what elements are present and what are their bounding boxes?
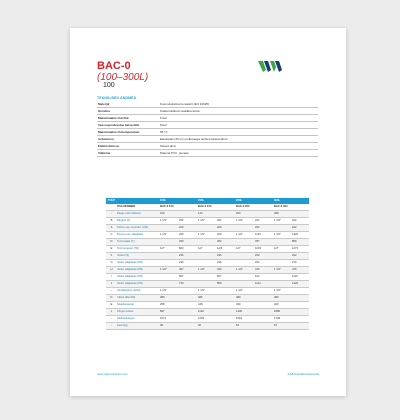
table-cell: 1/2" bbox=[159, 246, 178, 253]
table-cell: BAC-0 150 bbox=[197, 204, 216, 211]
table-cell: 420 bbox=[273, 302, 291, 309]
table-cell: 480 bbox=[273, 295, 291, 302]
table-row bbox=[106, 232, 309, 239]
table-cell: Sisediameeter bbox=[116, 302, 159, 309]
table-cell bbox=[254, 323, 273, 330]
table-cell bbox=[216, 295, 235, 302]
table-cell bbox=[197, 239, 216, 246]
table-cell: 220 bbox=[216, 232, 235, 239]
table-cell: 222 bbox=[291, 253, 309, 260]
table-cell bbox=[254, 302, 273, 309]
table-cell: 787 bbox=[254, 239, 273, 246]
table-row bbox=[106, 323, 309, 330]
table-cell: - bbox=[106, 316, 116, 323]
spec-value: Pakend PVC, punase bbox=[160, 151, 189, 155]
table-cell bbox=[159, 253, 178, 260]
table-cell bbox=[159, 225, 178, 232]
table-row bbox=[106, 316, 309, 323]
table-cell: 1 1/2" bbox=[159, 218, 178, 225]
table-cell: 1 1/2" bbox=[197, 267, 216, 274]
table-cell bbox=[273, 260, 291, 267]
table-cell: 40 bbox=[197, 323, 216, 330]
table-cell: 222 bbox=[291, 225, 309, 232]
table-cell bbox=[216, 302, 235, 309]
table-cell: 1116 bbox=[291, 274, 309, 281]
table-row bbox=[106, 211, 309, 218]
spec-label: Maksimaalne töörõhk bbox=[98, 116, 129, 120]
table-cell: Anduri (S) bbox=[116, 253, 159, 260]
table-cell: 1 1/2" bbox=[197, 232, 216, 239]
table-cell bbox=[178, 302, 197, 309]
table-cell: 100L bbox=[159, 198, 178, 204]
table-cell bbox=[235, 253, 254, 260]
spec-value: 95 °C bbox=[160, 130, 168, 134]
spec-row bbox=[97, 143, 318, 150]
table-cell: 1436 bbox=[235, 309, 254, 316]
table-cell: J bbox=[106, 281, 116, 288]
table-cell: 1/26 bbox=[216, 246, 235, 253]
table-cell: 100 bbox=[159, 211, 178, 218]
table-cell bbox=[273, 239, 291, 246]
table-cell: 1 1/2" bbox=[273, 288, 291, 295]
table-cell: 1071 bbox=[159, 316, 178, 323]
table-cell: Vedur väljalaske (PR) bbox=[116, 281, 159, 288]
table-cell: 430 bbox=[235, 302, 254, 309]
table-cell: 1 1/2" bbox=[273, 267, 291, 274]
table-cell bbox=[178, 288, 197, 295]
table-cell: BAC-0 100 bbox=[159, 204, 178, 211]
table-cell: Vedur väljalaske (PR) bbox=[116, 267, 159, 274]
table-cell: F bbox=[106, 253, 116, 260]
table-cell: 236 bbox=[178, 260, 197, 267]
table-cell: 222 bbox=[291, 218, 309, 225]
table-cell: 236 bbox=[216, 253, 235, 260]
spec-value: Kuumutsinkitud terasleht (EN 10025) bbox=[160, 102, 210, 106]
table-cell: 222 bbox=[254, 253, 273, 260]
table-cell: 1320 bbox=[291, 232, 309, 239]
table-cell: 507 bbox=[178, 274, 197, 281]
table-cell: 289 bbox=[273, 211, 291, 218]
table-cell bbox=[235, 274, 254, 281]
table-cell bbox=[254, 288, 273, 295]
table-cell: Kõrgus kokku bbox=[116, 309, 159, 316]
table-cell: D bbox=[106, 239, 116, 246]
table-cell: 236 bbox=[178, 253, 197, 260]
table-row bbox=[106, 274, 309, 281]
table-cell bbox=[216, 323, 235, 330]
table-cell: L bbox=[106, 309, 116, 316]
table-cell bbox=[291, 302, 309, 309]
product-capacity-range: (100–300L) bbox=[97, 72, 149, 83]
table-cell bbox=[235, 239, 254, 246]
table-cell: 480 bbox=[197, 295, 216, 302]
table-cell bbox=[254, 309, 273, 316]
spec-row bbox=[97, 115, 318, 122]
table-cell bbox=[235, 225, 254, 232]
table-cell: 433 bbox=[216, 267, 235, 274]
table-cell bbox=[197, 253, 216, 260]
table-cell bbox=[273, 253, 291, 260]
spec-value: 6 bar bbox=[160, 116, 167, 120]
table-cell: 220 bbox=[178, 232, 197, 239]
table-cell: Termomeeter (TR) bbox=[116, 246, 159, 253]
table-cell: 1 1/2" bbox=[273, 218, 291, 225]
table-cell: BAC-0 200 bbox=[235, 204, 254, 211]
footer-website: www.watersolutions.com bbox=[97, 372, 128, 376]
table-cell bbox=[159, 281, 178, 288]
table-cell: 200L bbox=[235, 198, 254, 204]
table-cell: Kallutuskõrgus bbox=[116, 316, 159, 323]
table-cell bbox=[254, 211, 273, 218]
spec-label: Elektrivõimsus bbox=[98, 144, 120, 148]
table-cell bbox=[273, 274, 291, 281]
table-cell: BAC-0 300 bbox=[273, 204, 291, 211]
product-title: BAC-0 bbox=[97, 60, 131, 72]
table-cell: 1 1/2" bbox=[159, 232, 178, 239]
table-row bbox=[106, 253, 309, 260]
table-cell: Vedur väljalaske (PR) bbox=[116, 274, 159, 281]
spec-label: Veesoojendusaine katserõhk bbox=[98, 123, 140, 127]
brand-logo-icon bbox=[258, 59, 284, 73]
spec-row bbox=[97, 101, 318, 108]
spec-label: Maksimaalne töötemperatuur bbox=[98, 130, 140, 134]
table-cell: 1886 bbox=[273, 309, 291, 316]
table-cell: 1113 bbox=[254, 232, 273, 239]
table-cell: 222 bbox=[254, 225, 273, 232]
table-cell: C bbox=[106, 232, 116, 239]
table-cell: 1293 bbox=[197, 316, 216, 323]
table-cell bbox=[291, 295, 309, 302]
table-cell: 1 1/2" bbox=[159, 288, 178, 295]
table-cell: Kaal (kg) bbox=[116, 323, 159, 330]
specs-list bbox=[97, 101, 318, 157]
spec-value: Sisse/Lairid bbox=[160, 144, 176, 148]
table-cell: 236 bbox=[216, 260, 235, 267]
table-cell bbox=[291, 288, 309, 295]
table-cell: B bbox=[106, 218, 116, 225]
table-row bbox=[106, 267, 309, 274]
table-row bbox=[106, 246, 309, 253]
spec-value: Elastokaim 65 mm polisoaega polüureturaanvahuti bbox=[160, 137, 228, 141]
table-cell bbox=[216, 309, 235, 316]
table-cell bbox=[159, 239, 178, 246]
table-cell: 823 bbox=[178, 246, 197, 253]
table-cell: 222 bbox=[178, 218, 197, 225]
table-cell: Ringlus (P) bbox=[116, 218, 159, 225]
table-cell: 453 bbox=[178, 239, 197, 246]
table-cell: 1 1/2" bbox=[235, 218, 254, 225]
table-cell bbox=[197, 274, 216, 281]
table-cell: Kuuma vee väljalaske bbox=[116, 232, 159, 239]
table-cell: G bbox=[106, 260, 116, 267]
table-row bbox=[106, 295, 309, 302]
table-cell: Ventilatsioon (HVH) bbox=[116, 288, 159, 295]
table-cell bbox=[291, 323, 309, 330]
table-cell: I bbox=[106, 274, 116, 281]
table-cell: 1 1/2" bbox=[273, 232, 291, 239]
table-cell: - bbox=[106, 323, 116, 330]
table-cell bbox=[197, 225, 216, 232]
table-cell bbox=[197, 281, 216, 288]
table-cell: Termostaat (T) bbox=[116, 239, 159, 246]
table-cell bbox=[235, 260, 254, 267]
table-cell: 613 bbox=[254, 274, 273, 281]
table-row bbox=[106, 309, 309, 316]
table-cell: 1 1/2" bbox=[197, 288, 216, 295]
table-cell: 480 bbox=[235, 295, 254, 302]
table-cell: 222 bbox=[216, 218, 235, 225]
table-cell: 1113 bbox=[254, 281, 273, 288]
table-cell bbox=[178, 316, 197, 323]
spec-label: Kinnitus bbox=[98, 109, 110, 113]
table-cell: Välise läbimõõt bbox=[116, 295, 159, 302]
table-cell bbox=[159, 274, 178, 281]
table-row bbox=[106, 218, 309, 225]
table-cell: Vedur väljalaske (PR) bbox=[116, 260, 159, 267]
table-cell: 507 bbox=[216, 274, 235, 281]
spec-label: Materjal bbox=[98, 102, 110, 106]
table-cell: 67 bbox=[273, 323, 291, 330]
table-cell: 1519 bbox=[235, 316, 254, 323]
spec-row bbox=[97, 150, 318, 157]
table-row bbox=[106, 225, 309, 232]
table-cell: 270 bbox=[291, 260, 309, 267]
table-cell bbox=[291, 309, 309, 316]
table-cell: 298 bbox=[159, 302, 178, 309]
table-cell: 1120 bbox=[197, 309, 216, 316]
table-cell: 300L bbox=[273, 198, 291, 204]
table-cell: 415 bbox=[254, 267, 273, 274]
table-row bbox=[106, 239, 309, 246]
spec-row bbox=[97, 129, 318, 136]
table-cell bbox=[197, 260, 216, 267]
table-cell: 36 bbox=[159, 323, 178, 330]
section-title: TEKNILISED ANDMED bbox=[97, 96, 137, 100]
table-cell bbox=[254, 295, 273, 302]
table-cell: E bbox=[106, 302, 116, 309]
spec-value: Kokkuvolditud metallikonstruk. bbox=[160, 109, 201, 113]
table-cell: 730 bbox=[178, 281, 197, 288]
table-cell bbox=[254, 316, 273, 323]
table-cell bbox=[291, 316, 309, 323]
table-row bbox=[106, 281, 309, 288]
table-cell: 1 1/2" bbox=[235, 267, 254, 274]
table-cell: 480 bbox=[159, 295, 178, 302]
table-cell: 1 1/2" bbox=[159, 267, 178, 274]
table-cell: TÜÜP bbox=[107, 199, 116, 202]
table-row bbox=[106, 288, 309, 295]
table-cell bbox=[178, 295, 197, 302]
table-cell bbox=[159, 260, 178, 267]
table-cell: 453 bbox=[216, 239, 235, 246]
table-cell: 1 1/2" bbox=[197, 218, 216, 225]
table-cell bbox=[291, 211, 309, 218]
table-cell bbox=[235, 281, 254, 288]
table-cell bbox=[178, 211, 197, 218]
table-cell: 150L bbox=[197, 198, 216, 204]
table-cell: H bbox=[106, 267, 116, 274]
table-cell bbox=[273, 281, 291, 288]
table-cell: 222 bbox=[254, 260, 273, 267]
table-cell: 220 bbox=[178, 225, 197, 232]
table-cell: 1 1/2" bbox=[235, 288, 254, 295]
table-cell bbox=[178, 323, 197, 330]
document-page bbox=[70, 28, 346, 396]
dimensions-table bbox=[106, 198, 309, 330]
table-cell: 1320 bbox=[291, 281, 309, 288]
table-cell: A bbox=[106, 225, 116, 232]
table-cell: 220 bbox=[216, 225, 235, 232]
table-cell: 448 bbox=[197, 302, 216, 309]
table-cell: 397 bbox=[178, 267, 197, 274]
table-cell bbox=[216, 288, 235, 295]
table-row bbox=[106, 302, 309, 309]
spec-row bbox=[97, 108, 318, 115]
table-cell bbox=[273, 225, 291, 232]
table-cell: 1 1/2" bbox=[235, 232, 254, 239]
table-cell: - bbox=[106, 211, 116, 218]
table-cell: 204 bbox=[235, 211, 254, 218]
table-cell: E bbox=[106, 246, 116, 253]
table-cell: 54 bbox=[235, 323, 254, 330]
table-cell: 1/2" bbox=[235, 246, 254, 253]
table-cell: 1/2" bbox=[273, 246, 291, 253]
page-number: 100 bbox=[103, 82, 115, 89]
table-cell bbox=[178, 309, 197, 316]
table-cell: Külma vee muundur (CW) bbox=[116, 225, 159, 232]
table-row bbox=[106, 260, 309, 267]
table-cell: 897 bbox=[159, 309, 178, 316]
table-cell: 222 bbox=[254, 218, 273, 225]
table-cell: 1273 bbox=[291, 246, 309, 253]
footer-caption: 4 SA veeküttesüsteemide bbox=[287, 372, 319, 376]
spec-label: Välimine bbox=[98, 151, 111, 155]
table-cell: 850 bbox=[216, 281, 235, 288]
spec-row bbox=[97, 122, 318, 129]
table-cell: 1/2" bbox=[197, 246, 216, 253]
spec-label: Isolatsioon bbox=[98, 137, 114, 141]
table-cell: 1748 bbox=[273, 316, 291, 323]
spec-row bbox=[97, 136, 318, 143]
spec-value: 8 bar bbox=[160, 123, 167, 127]
table-cell: 1003 bbox=[254, 246, 273, 253]
table-cell: 859 bbox=[291, 239, 309, 246]
table-cell: 476 bbox=[291, 267, 309, 274]
table-cell: OSA NUMBER bbox=[116, 204, 159, 211]
table-cell: - bbox=[106, 288, 116, 295]
table-cell: 144 bbox=[197, 211, 216, 218]
table-cell: Paagi maht (liitrites) bbox=[116, 211, 159, 218]
table-cell bbox=[216, 211, 235, 218]
table-cell bbox=[216, 316, 235, 323]
table-cell: D bbox=[106, 295, 116, 302]
